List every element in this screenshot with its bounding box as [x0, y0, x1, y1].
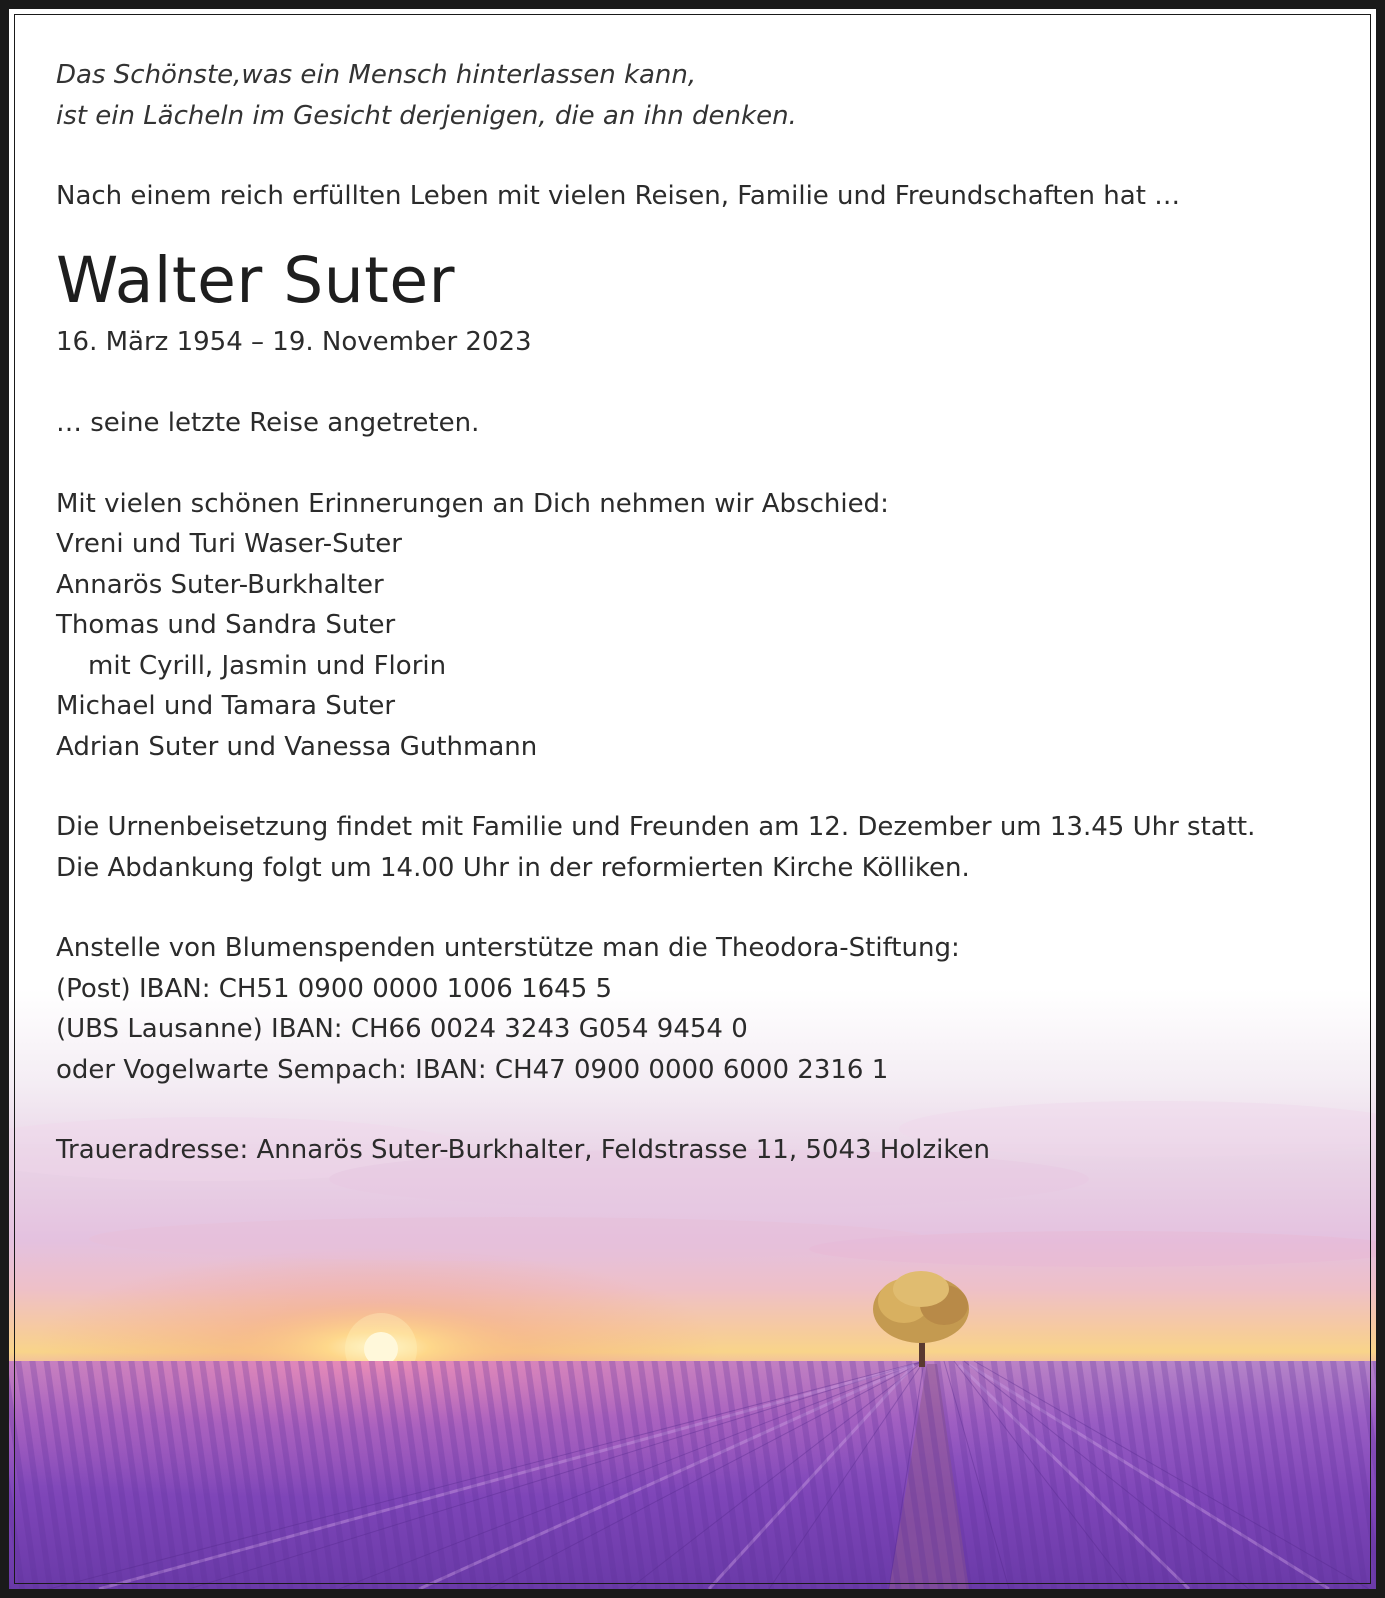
donation-info [56, 928, 1336, 1090]
mourner-name: Michael und Tamara Suter [56, 691, 396, 721]
mourner-name: Adrian Suter und Vanessa Guthmann [56, 731, 538, 762]
life-dates: 16. März 1954 – 19. November 2023 [56, 327, 532, 357]
memorial-quote [56, 55, 1336, 137]
obituary-text [56, 55, 1336, 1171]
ceremony-line: Die Abdankung folgt um 14.00 Uhr in der reformierten Kirche Kölliken. [56, 852, 970, 883]
mourner-name: mit Cyrill, Jasmin und Florin [88, 650, 447, 681]
lavender-field [9, 1361, 1376, 1589]
mourner-name: Annarös Suter-Burkhalter [56, 569, 384, 600]
mourning-address: Traueradresse: Annarös Suter-Burkhalter, Feldstrasse 11, 5043 Holziken [56, 1135, 990, 1165]
intro-text: Nach einem reich erfüllten Leben mit vielen Reisen, Familie und Freundschaften hat … [56, 181, 1181, 211]
mourners-list [56, 484, 1336, 768]
donation-iban: (Post) IBAN: CH51 0900 0000 1006 1645 5 [56, 973, 613, 1004]
mourners-heading: Mit vielen schönen Erinnerungen an Dich nehmen wir Abschied: [56, 488, 889, 519]
ceremony-info [56, 807, 1336, 888]
quote-line: Das Schönste,was ein Mensch hinterlassen kann, [56, 60, 697, 90]
ceremony-line: Die Urnenbeisetzung findet mit Familie und Freunden am 12. Dezember um 13.45 Uhr statt. [56, 812, 1256, 842]
mourner-name: Vreni und Turi Waser-Suter [56, 529, 402, 559]
donation-iban: oder Vogelwarte Sempach: IBAN: CH47 0900 0000 6000 2316 1 [56, 1054, 889, 1085]
donation-iban: (UBS Lausanne) IBAN: CH66 0024 3243 G054 9454 0 [56, 1014, 748, 1044]
journey-text: … seine letzte Reise angetreten. [56, 408, 480, 438]
mourner-name: Thomas und Sandra Suter [56, 610, 396, 640]
quote-line: ist ein Lächeln im Gesicht derjenigen, die an ihn denken. [56, 101, 797, 131]
donation-heading: Anstelle von Blumenspenden unterstütze man die Theodora-Stiftung: [56, 933, 960, 963]
deceased-name: Walter Suter [56, 244, 456, 317]
